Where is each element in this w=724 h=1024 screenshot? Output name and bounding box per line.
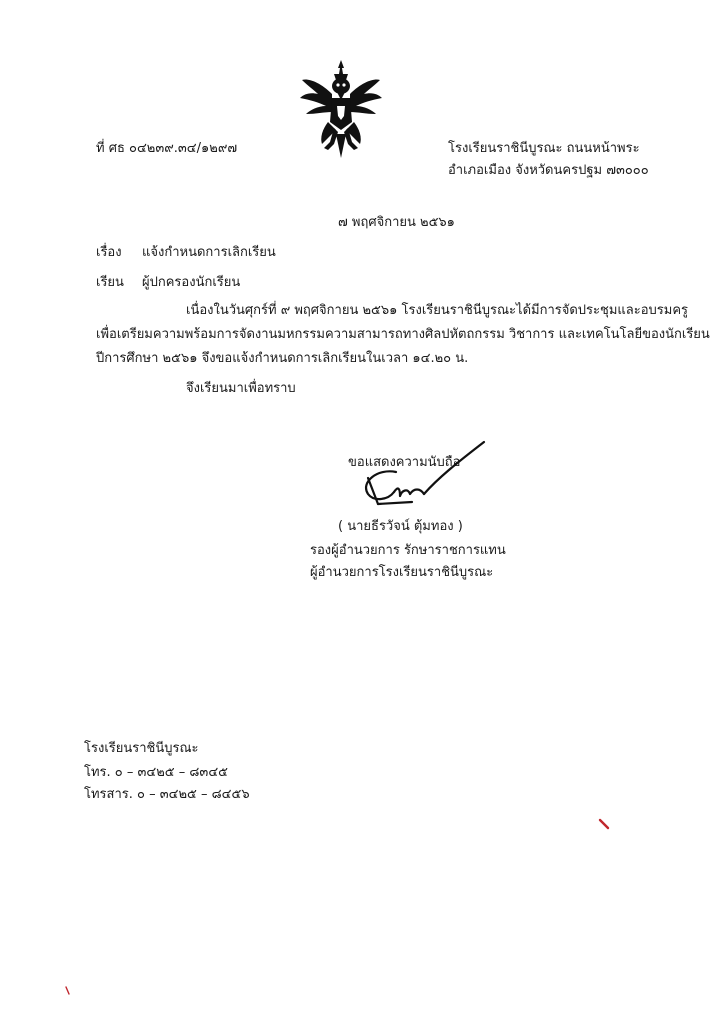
recipient-text: ผู้ปกครองนักเรียน (142, 275, 241, 290)
reference-number: ที่ ศธ ๐๔๒๓๙.๓๔/๑๒๙๗ (96, 141, 238, 156)
recipient-label: เรียน (96, 275, 124, 290)
subject-label: เรื่อง (96, 245, 122, 260)
handwritten-signature (338, 438, 498, 518)
footer-tel: โทร. ๐ – ๓๔๒๕ – ๘๓๔๕ (84, 765, 228, 780)
stray-ink-mark (64, 986, 72, 996)
signatory-title-2: ผู้อำนวยการโรงเรียนราชินีบูรณะ (310, 565, 494, 580)
footer-fax: โทรสาร. ๐ – ๓๔๒๕ – ๘๔๕๖ (84, 787, 250, 802)
subject-text: แจ้งกำหนดการเลิกเรียน (142, 245, 276, 260)
closing-line: จึงเรียนมาเพื่อทราบ (186, 381, 296, 396)
body-line-3: ปีการศึกษา ๒๕๖๑ จึงขอแจ้งกำหนดการเลิกเรียนในเวลา ๑๔.๒๐ น. (96, 351, 469, 366)
body-line-1: เนื่องในวันศุกร์ที่ ๙ พฤศจิกายน ๒๕๖๑ โรงเรียนราชินีบูรณะได้มีการจัดประชุมและอบรมครู (186, 303, 689, 318)
org-address-line-2: อำเภอเมือง จังหวัดนครปฐม ๗๓๐๐๐ (448, 163, 649, 178)
regards-text: ขอแสดงความนับถือ (348, 455, 461, 470)
garuda-emblem-icon (300, 60, 382, 158)
signatory-title-1: รองผู้อำนวยการ รักษาราชการแทน (310, 543, 506, 558)
body-line-2: เพื่อเตรียมความพร้อมการจัดงานมหกรรมความสามารถทางศิลปหัตถกรรม วิชาการ และเทคโนโลยีของนักเรียน (96, 327, 710, 342)
stray-ink-mark (598, 818, 612, 832)
footer-org: โรงเรียนราชินีบูรณะ (84, 741, 199, 756)
letter-date: ๗ พฤศจิกายน ๒๕๖๑ (338, 215, 455, 230)
org-address-line-1: โรงเรียนราชินีบูรณะ ถนนหน้าพระ (448, 141, 640, 156)
signatory-name: ( นายธีรวัจน์ ตุ้มทอง ) (338, 519, 463, 534)
